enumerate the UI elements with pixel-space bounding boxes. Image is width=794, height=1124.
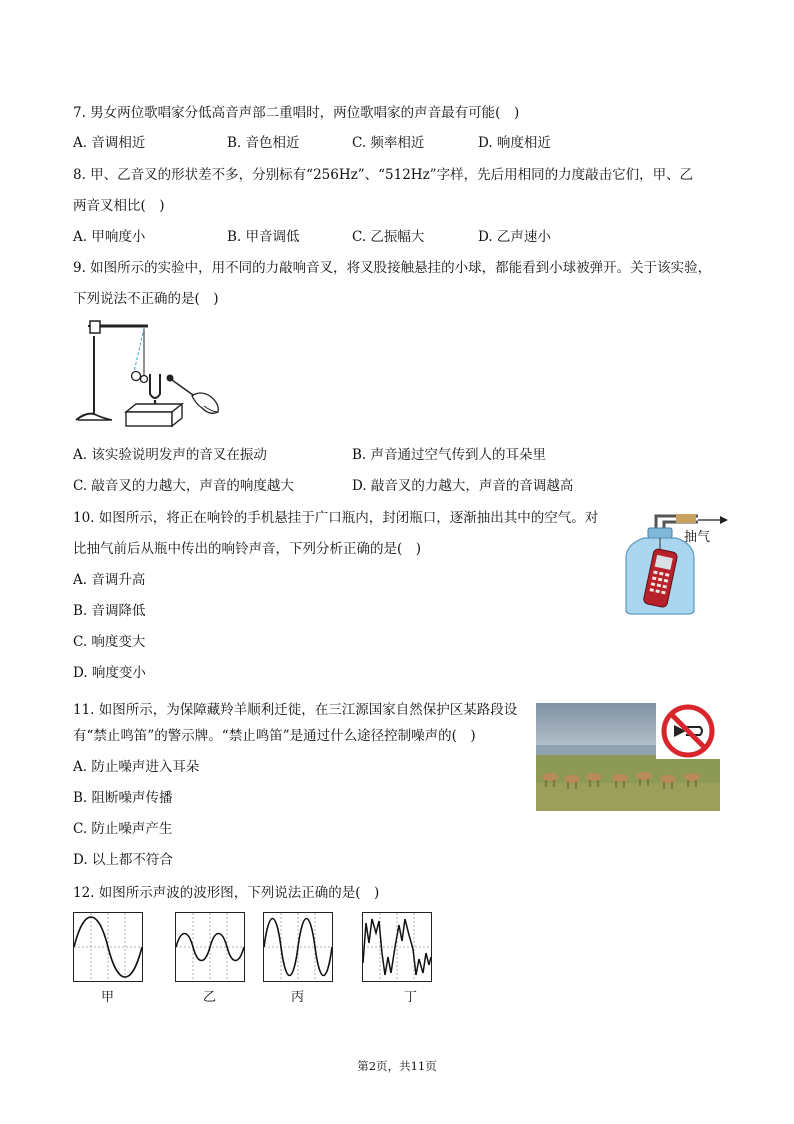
q8-option-a: A. 甲响度小 <box>73 229 146 245</box>
antelope-photo <box>536 703 720 811</box>
waveform-label-yi: 乙 <box>203 990 217 1005</box>
q8-stem-line2: 两音叉相比( ) <box>73 198 165 214</box>
q9-stem-line2: 下列说法不正确的是( ) <box>73 291 219 307</box>
q9-option-d: D. 敲音叉的力越大，声音的音调越高 <box>352 478 574 494</box>
q10-option-c: C. 响度变大 <box>73 634 146 650</box>
q11-stem-line2: 有“禁止鸣笛”的警示牌。“禁止鸣笛”是通过什么途径控制噪声的( ) <box>73 728 476 744</box>
q10-stem-line1: 10. 如图所示，将正在响铃的手机悬挂于广口瓶内，封闭瓶口，逐渐抽出其中的空气。对 <box>73 510 599 526</box>
waveform-jia <box>73 912 143 982</box>
q7-option-c: C. 频率相近 <box>352 135 425 151</box>
bell-jar-figure <box>620 510 730 616</box>
q7-option-d: D. 响度相近 <box>478 135 551 151</box>
q10-stem-line2: 比抽气前后从瓶中传出的响铃声音，下列分析正确的是( ) <box>73 541 422 557</box>
q11-option-d: D. 以上都不符合 <box>73 852 173 868</box>
q9-option-a: A. 该实验说明发声的音叉在振动 <box>73 447 267 463</box>
waveform-yi <box>175 912 245 982</box>
waveform-label-bing: 丙 <box>291 990 305 1005</box>
waveform-ding <box>362 912 432 982</box>
q7-option-b: B. 音色相近 <box>227 135 300 151</box>
q9-option-b: B. 声音通过空气传到人的耳朵里 <box>352 447 547 463</box>
q11-option-a: A. 防止噪声进入耳朵 <box>73 759 200 775</box>
waveform-bing <box>263 912 333 982</box>
q10-option-b: B. 音调降低 <box>73 603 146 619</box>
q10-option-a: A. 音调升高 <box>73 572 146 588</box>
q11-option-b: B. 阻断噪声传播 <box>73 790 173 806</box>
q7-option-a: A. 音调相近 <box>73 135 146 151</box>
q9-stem-line1: 9. 如图所示的实验中，用不同的力敲响音叉，将叉股接触悬挂的小球，都能看到小球被弹开。关于该实验， <box>73 260 712 276</box>
q7-stem: 7. 男女两位歌唱家分低高音声部二重唱时，两位歌唱家的声音最有可能( ) <box>73 105 520 121</box>
tuning-fork-figure <box>72 316 232 438</box>
q8-option-c: C. 乙振幅大 <box>352 229 425 245</box>
waveform-label-ding: 丁 <box>404 990 418 1005</box>
q10-option-d: D. 响度变小 <box>73 665 146 681</box>
q11-option-c: C. 防止噪声产生 <box>73 821 173 837</box>
q12-stem: 12. 如图所示声波的波形图，下列说法正确的是( ) <box>73 885 380 901</box>
pump-air-label: 抽气 <box>684 530 711 545</box>
waveform-label-jia: 甲 <box>101 990 115 1005</box>
q11-stem-line1: 11. 如图所示，为保障藏羚羊顺利迁徙，在三江源国家自然保护区某路段设 <box>73 702 518 718</box>
page-number: 第2页，共11页 <box>357 1059 437 1073</box>
q9-option-c: C. 敲音叉的力越大，声音的响度越大 <box>73 478 294 494</box>
q8-option-d: D. 乙声速小 <box>478 229 551 245</box>
q8-stem-line1: 8. 甲、乙音叉的形状差不多，分别标有“256Hz”、“512Hz”字样，先后用相同的力度敲击它们，甲、乙 <box>73 167 694 183</box>
q8-option-b: B. 甲音调低 <box>227 229 300 245</box>
